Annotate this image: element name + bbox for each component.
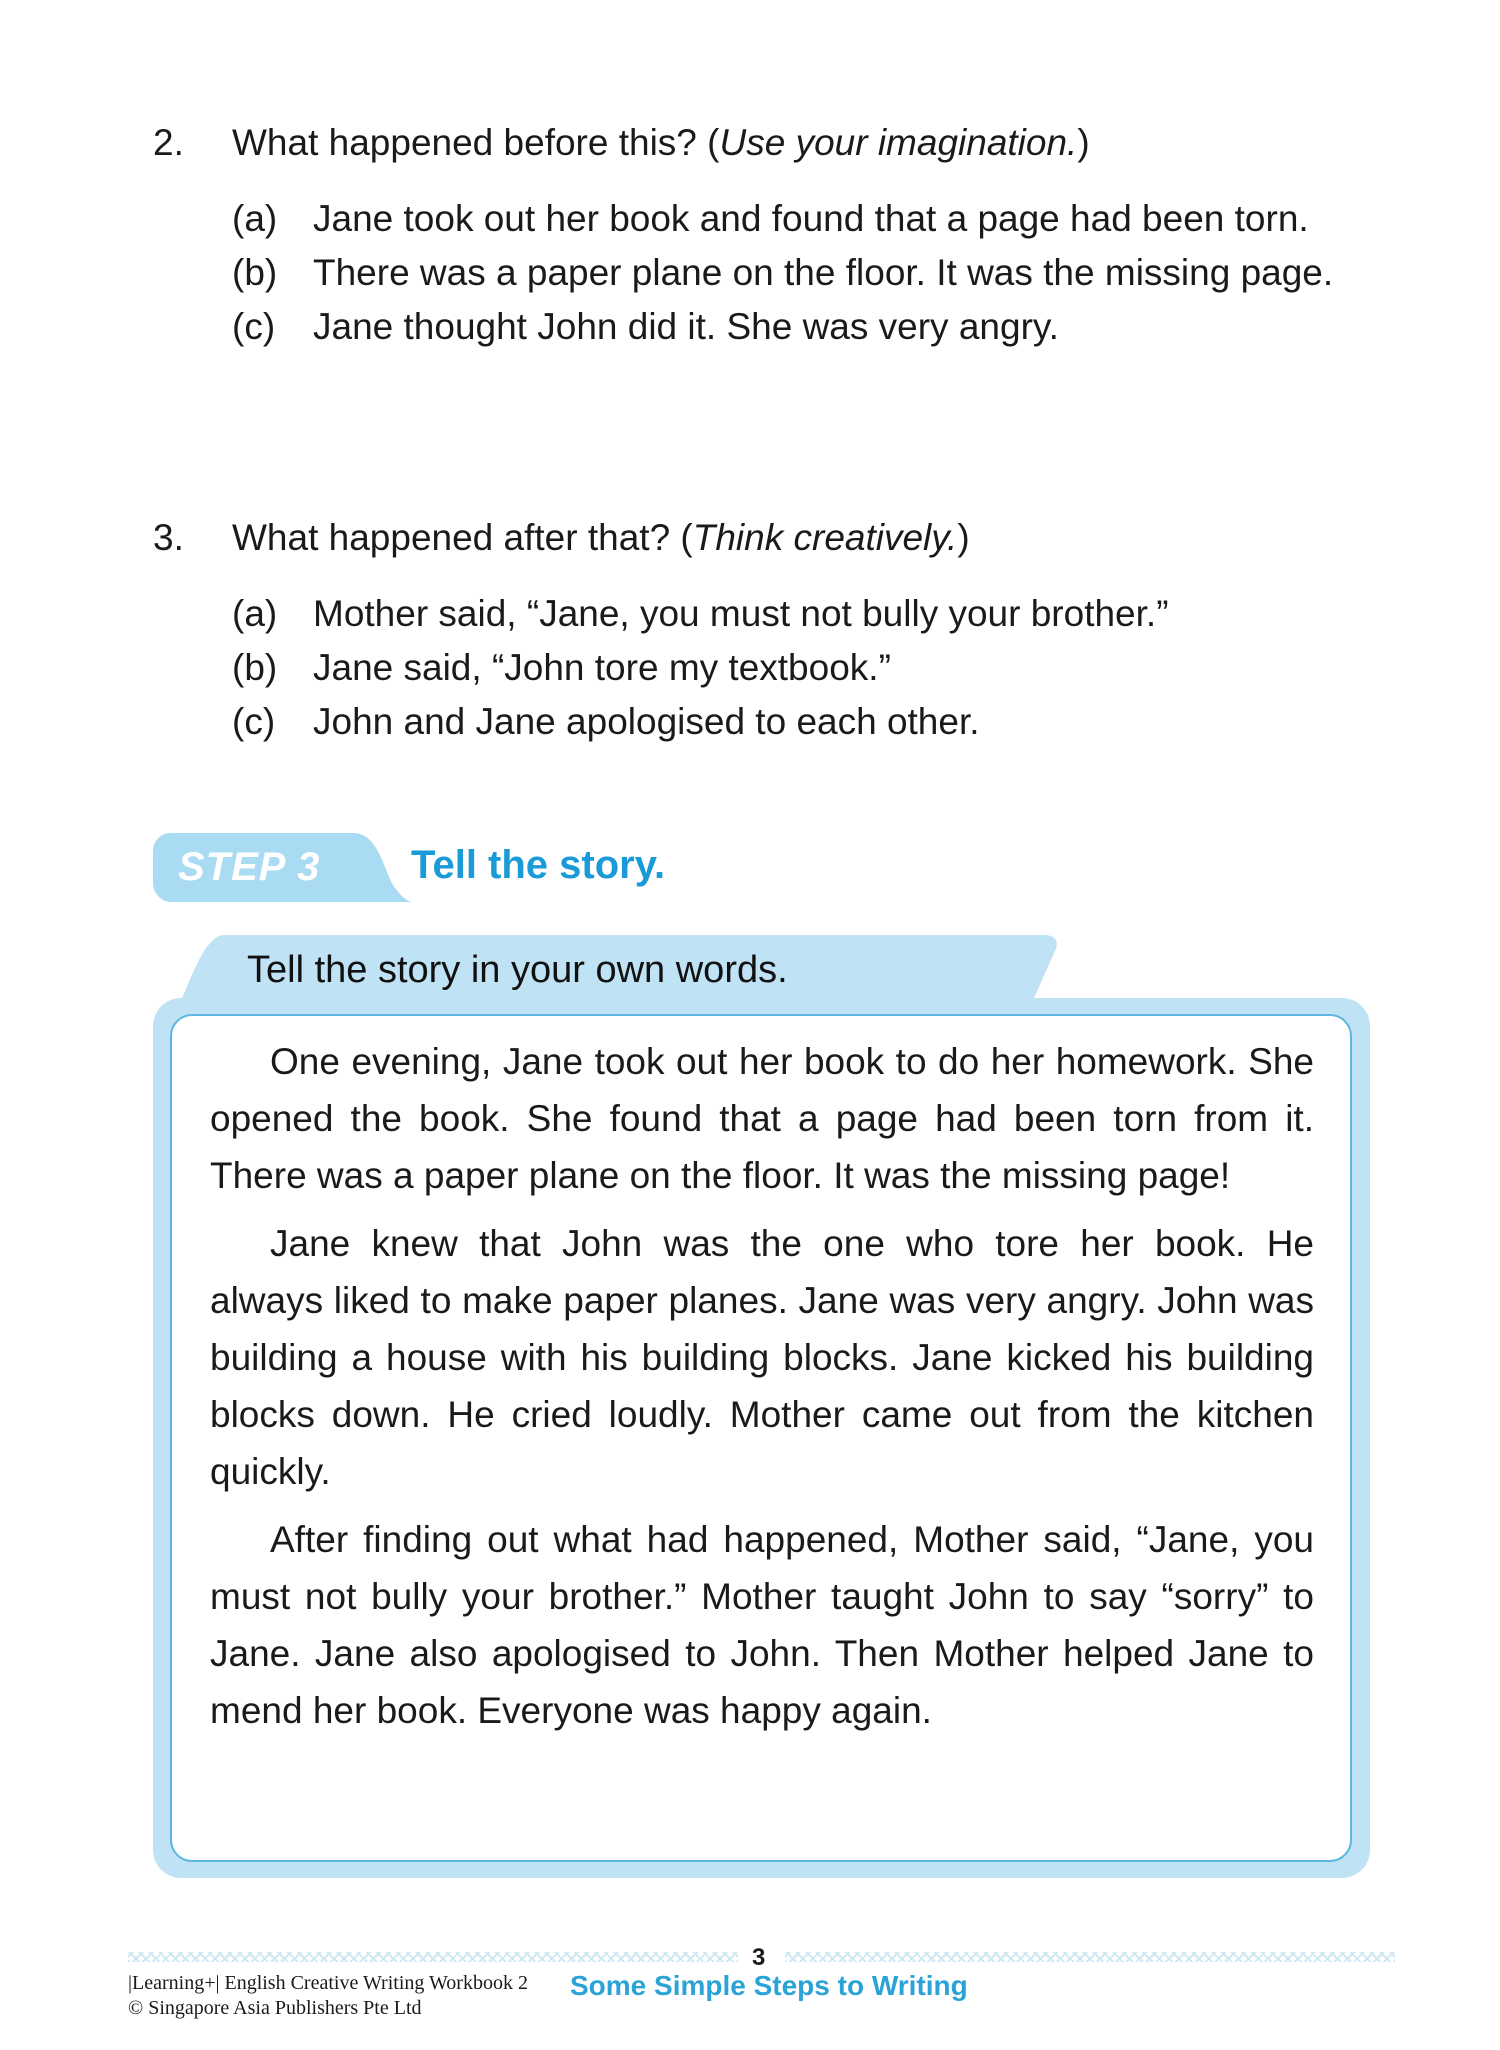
item-label: (b) (232, 647, 278, 688)
answer-item (232, 695, 1368, 749)
story-heading-tab (179, 935, 1059, 1005)
story-text (210, 1033, 1314, 1750)
answer-item (232, 192, 1368, 246)
answer-item (232, 587, 1368, 641)
item-text: There was a paper plane on the floor. It was the missing page. (313, 252, 1334, 293)
item-text: John and Jane apologised to each other. (313, 701, 980, 742)
prompt-text: What happened after that? ( (232, 517, 693, 558)
prompt-hint: Think creatively. (692, 517, 958, 558)
question-prompt (232, 122, 1090, 164)
prompt-text: What happened before this? ( (232, 122, 720, 163)
story-heading: Tell the story in your own words. (247, 949, 788, 991)
footer-divider-left (128, 1952, 738, 1962)
page-number: 3 (752, 1944, 766, 1971)
question-prompt (232, 517, 970, 559)
copyright: © Singapore Asia Publishers Pte Ltd (128, 1997, 422, 2019)
story-paragraph: One evening, Jane took out her book to do her homework. She opened the book. She found that a page had been torn from it. There was a paper plane on the floor. It was the missing page! (210, 1041, 1314, 1196)
story-paragraph: After finding out what had happened, Mother said, “Jane, you must not bully your brother.” Mother taught John to say “sorry” to Jane. Jane also apologised to John. Then Mother helped Jane to mend her book. Everyone was happy again. (210, 1519, 1314, 1731)
item-label: (a) (232, 593, 278, 634)
story-paragraph: Jane knew that John was the one who tore her book. He always liked to make paper planes. Jane was very angry. John was building a house with his building blocks. Jane kicked his building blocks down. He cried loudly. Mother came out from the kitchen quickly. (210, 1223, 1314, 1492)
answer-list (232, 587, 1368, 749)
item-text: Jane thought John did it. She was very angry. (313, 306, 1059, 347)
item-text: Jane took out her book and found that a page had been torn. (313, 198, 1309, 239)
item-label: (c) (232, 701, 276, 742)
answer-item (232, 300, 1368, 354)
question-number: 2. (153, 122, 184, 163)
item-label: (b) (232, 252, 278, 293)
step-badge (153, 833, 413, 902)
answer-item (232, 246, 1368, 300)
item-text: Mother said, “Jane, you must not bully your brother.” (313, 593, 1169, 634)
item-label: (a) (232, 198, 278, 239)
step-title: Tell the story. (411, 843, 666, 887)
step-badge-label: STEP 3 (178, 845, 321, 889)
footer-divider-right (785, 1952, 1395, 1962)
answer-item (232, 641, 1368, 695)
prompt-hint: Use your imagination. (719, 122, 1078, 163)
question-number: 3. (153, 517, 184, 558)
item-text: Jane said, “John tore my textbook.” (313, 647, 891, 688)
prompt-close: ) (957, 517, 970, 558)
item-label: (c) (232, 306, 276, 347)
answer-list (232, 192, 1368, 354)
section-title: Some Simple Steps to Writing (570, 1970, 968, 2001)
book-title: |Learning+| English Creative Writing Workbook 2 (128, 1972, 528, 1994)
prompt-close: ) (1077, 122, 1090, 163)
